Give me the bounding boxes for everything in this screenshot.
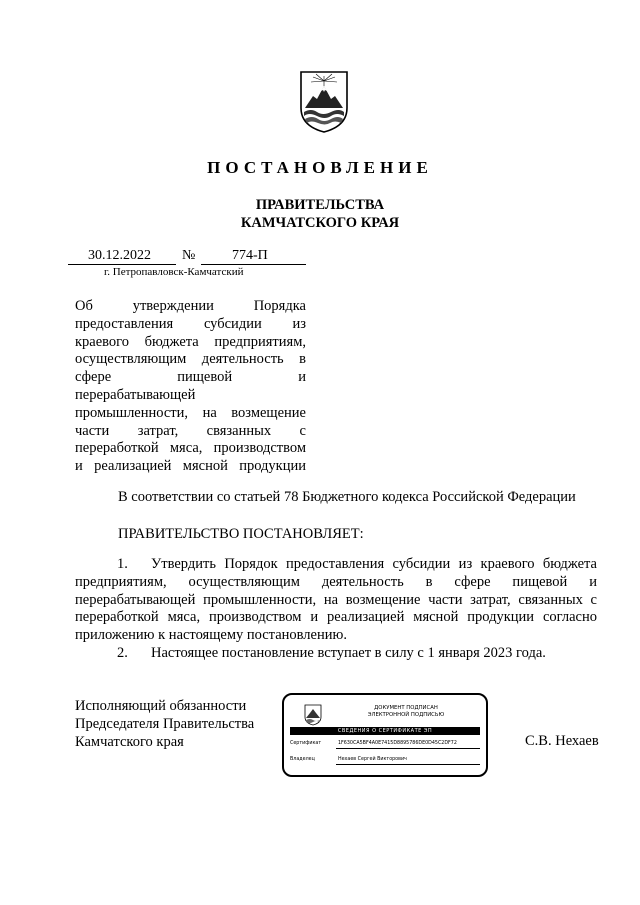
subject-line: и реализацией мясной продукции xyxy=(75,458,306,475)
subject-line: перерабатывающей xyxy=(75,386,196,403)
electronic-signature-stamp xyxy=(282,693,488,777)
decree-phrase: ПРАВИТЕЛЬСТВО ПОСТАНОВЛЯЕТ: xyxy=(118,526,364,542)
signatory-name: С.В. Нехаев xyxy=(525,733,599,749)
signatory-position: Исполняющий обязанности Председателя Правительства Камчатского края xyxy=(75,698,255,750)
stamp-bar: СВЕДЕНИЯ О СЕРТИФИКАТЕ ЭП xyxy=(290,727,480,735)
date-underline xyxy=(68,264,176,265)
preamble-paragraph: В соответствии со статьей 78 Бюджетного кодекса Российской Федерации xyxy=(118,489,576,505)
item-1-line: приложению к настоящему постановлению. xyxy=(75,627,347,644)
subject-line: краевого бюджета предприятиям, xyxy=(75,333,306,350)
subject-line: осуществляющим деятельность в xyxy=(75,351,306,368)
authority-line-1: ПРАВИТЕЛЬСТВА xyxy=(255,197,385,213)
subject-line: промышленности, на возмещение xyxy=(75,404,306,421)
item-2-line: 2. Настоящее постановление вступает в силу с 1 января 2023 года. xyxy=(117,644,546,661)
stamp-header: ДОКУМЕНТ ПОДПИСАН ЭЛЕКТРОННОЙ ПОДПИСЬЮ xyxy=(367,705,445,718)
document-date: 30.12.2022 xyxy=(88,248,151,263)
subject-line: части затрат, связанных с xyxy=(75,422,306,439)
authority-name xyxy=(0,196,640,232)
authority-line-2: КАМЧАТСКОГО КРАЯ xyxy=(240,215,400,231)
item-number: 2. xyxy=(117,644,128,661)
subject-line: Об утверждении Порядка xyxy=(75,298,306,314)
coat-of-arms-icon xyxy=(299,68,349,134)
document-subject xyxy=(75,298,306,476)
document-city: г. Петропавловск-Камчатский xyxy=(104,266,244,278)
document-number: 774-П xyxy=(232,248,268,263)
number-underline xyxy=(201,264,306,265)
subject-line: переработкой мяса, производством xyxy=(75,440,306,457)
decree-items xyxy=(75,556,597,663)
cert-value: 1F630CA5BF4A0E7415D8895786DE0D45C2DF72 xyxy=(338,741,457,746)
item-1-line: перерабатывающей промышленности, на возмещение части затрат, связанных с xyxy=(75,591,597,608)
stamp-emblem-icon xyxy=(304,704,322,726)
item-1-line: 1. Утвердить Порядок предоставления субсидии из краевого бюджета xyxy=(117,556,597,572)
item-number: 1. xyxy=(117,556,128,572)
subject-line: предоставления субсидии из xyxy=(75,315,306,332)
document-type-title: ПОСТАНОВЛЕНИЕ xyxy=(207,158,433,177)
cert-label: Сертификат xyxy=(290,741,322,746)
owner-value: Нехаев Сергей Викторович xyxy=(338,757,407,762)
item-1-line: переработкой мяса, производством и реализацией мясной продукции согласно xyxy=(75,609,597,626)
owner-label: Владелец xyxy=(290,757,315,762)
item-1-line: предприятиям, осуществляющим деятельность в сфере пищевой и xyxy=(75,573,597,590)
subject-line: сфере пищевой и xyxy=(75,369,306,386)
number-sign: № xyxy=(182,248,196,263)
